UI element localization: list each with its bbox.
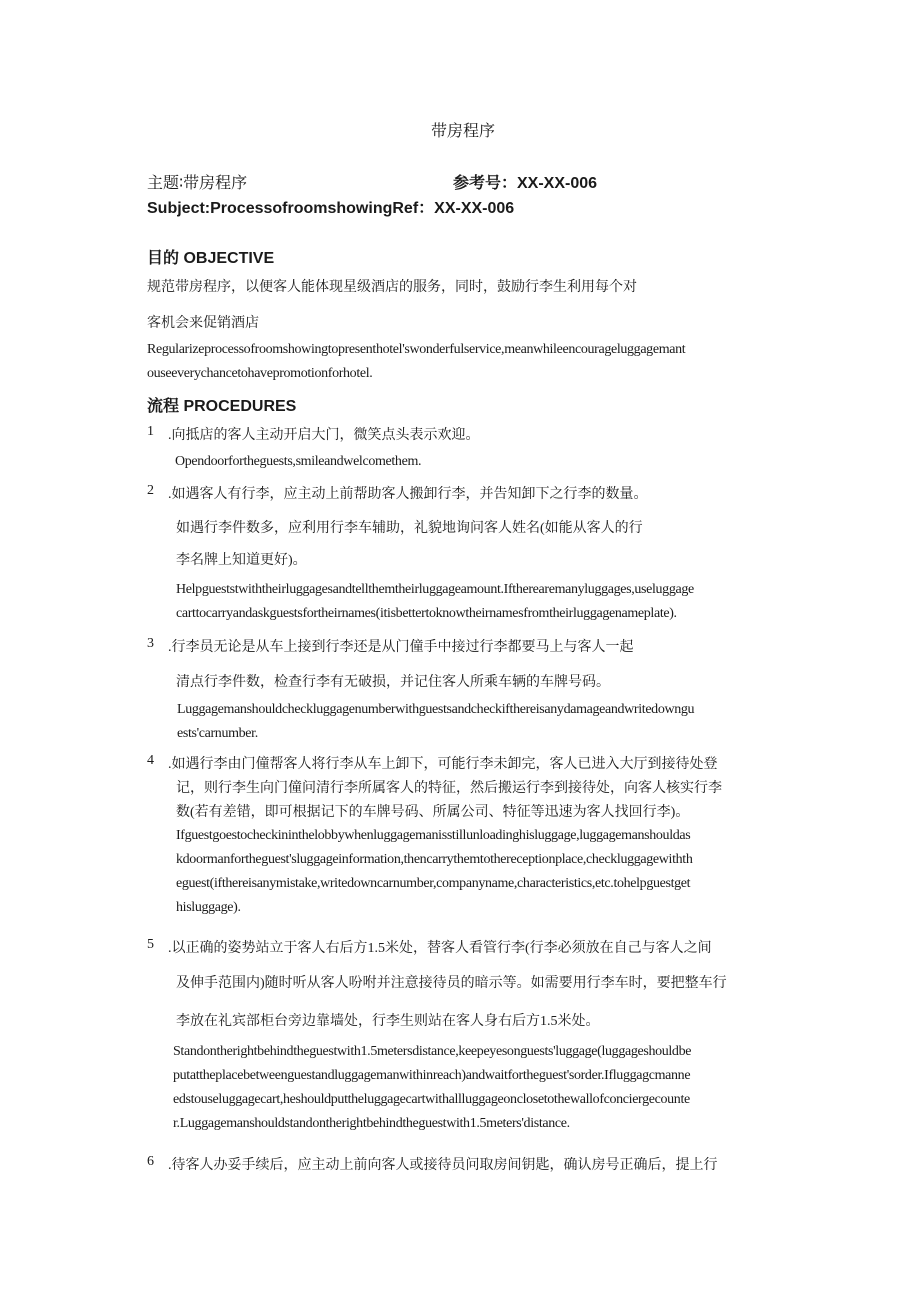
- step-1-cn: .向抵店的客人主动开启大门，微笑点头表示欢迎。: [168, 428, 480, 443]
- procedures-heading: 流程 PROCEDURES: [147, 398, 297, 415]
- objective-heading: 目的 OBJECTIVE: [147, 250, 275, 267]
- step-2-cn-line3: 李名牌上知道更好)。: [176, 553, 307, 568]
- objective-cn-line2: 客机会来促销酒店: [147, 316, 259, 331]
- step-2-cn-line2: 如遇行李件数多，应利用行李车辅助，礼貌地询问客人姓名(如能从客人的行: [176, 521, 643, 536]
- step-2-number: 2: [147, 483, 154, 498]
- step-5-cn-line2: 及伸手范围内)随时听从客人吩咐并注意接待员的暗示等。如需要用行李车时，要把整车行: [176, 976, 727, 991]
- document-title: 带房程序: [431, 123, 496, 140]
- step-4-en-line3: eguest(ifthereisanymistake,writedowncarnumber,companyname,characteristics,etc.tohelpguestget: [176, 876, 691, 891]
- step-6-number: 6: [147, 1154, 154, 1169]
- step-4-cn-line1: .如遇行李由门僮帮客人将行李从车上卸下，可能行李未卸完，客人已进入大厅到接待处登: [168, 757, 718, 772]
- objective-en-line1: Regularizeprocessofroomshowingtopresenthotel'swonderfulservice,meanwhileencourageluggagemant: [147, 342, 686, 357]
- step-3-number: 3: [147, 636, 154, 651]
- step-3-en-line2: ests'carnumber.: [177, 726, 258, 741]
- step-4-cn-line2: 记，则行李生向门僮问清行李所属客人的特征，然后搬运行李到接待处，向客人核实行李: [176, 781, 722, 796]
- step-3-cn: .行李员无论是从车上接到行李还是从门僮手中接过行李都要马上与客人一起: [168, 640, 634, 655]
- step-5-number: 5: [147, 937, 154, 952]
- step-4-en-line4: hisluggage).: [176, 900, 241, 915]
- step-1-en: Opendoorfortheguests,smileandwelcomethem.: [175, 454, 422, 469]
- step-2-en-line1: Helpgueststwiththeirluggagesandtellthemtheirluggageamount.Iftherearemanyluggages,useluggage: [176, 582, 694, 597]
- step-2-cn: .如遇客人有行李，应主动上前帮助客人搬卸行李，并告知卸下之行李的数量。: [168, 487, 648, 502]
- step-3-cn-line2: 清点行李件数，检查行李有无破损，并记住客人所乘车辆的车牌号码。: [176, 675, 610, 690]
- step-5-en-line3: edstouseluggagecart,heshouldputtheluggagecartwithallluggageonclosetothewallofconciergecounte: [173, 1092, 690, 1107]
- step-4-en-line1: Ifguestgoestocheckininthelobbywhenluggagemanisstillunloadinghisluggage,luggagemanshouldas: [176, 828, 691, 843]
- subject-en: Subject:ProcessofroomshowingRef：XX-XX-006: [147, 200, 515, 217]
- reference-number: 参考号：XX-XX-006: [453, 175, 598, 192]
- step-4-cn-line3: 数(若有差错，即可根据记下的车牌号码、所属公司、特征等迅速为客人找回行李)。: [176, 805, 690, 820]
- step-5-en-line1: Standontherightbehindtheguestwith1.5metersdistance,keepeyesonguests'luggage(luggageshouldbe: [173, 1044, 692, 1059]
- step-5-en-line4: r.Luggagemanshouldstandontherightbehindtheguestwith1.5meters'distance.: [173, 1116, 570, 1131]
- step-5-cn-line3: 李放在礼宾部柜台旁边靠墙处，行李生则站在客人身右后方1.5米处。: [176, 1014, 600, 1029]
- step-2-en-line2: carttocarryandaskguestsfortheirnames(itisbettertoknowtheirnamesfromtheirluggagenameplate).: [176, 606, 677, 621]
- step-5-cn-line1: .以正确的姿势站立于客人右后方1.5米处，替客人看管行李(行李必须放在自己与客人之间: [168, 941, 712, 956]
- objective-en-line2: ouseeverychancetohavepromotionforhotel.: [147, 366, 373, 381]
- step-3-en-line1: Luggagemanshouldcheckluggagenumberwithguestsandcheckifthereisanydamageandwritedowngu: [177, 702, 695, 717]
- subject-cn-label: 主题∶带房程序: [147, 175, 248, 192]
- step-6-cn-line1: .待客人办妥手续后，应主动上前向客人或接待员问取房间钥匙，确认房号正确后，提上行: [168, 1158, 718, 1173]
- objective-cn-line1: 规范带房程序，以便客人能体现星级酒店的服务，同时，鼓励行李生利用每个对: [147, 280, 637, 295]
- step-5-en-line2: putattheplacebetweenguestandluggagemanwithinreach)andwaitfortheguest'sorder.Ifluggagcmanne: [173, 1068, 691, 1083]
- step-4-number: 4: [147, 753, 154, 768]
- step-1-number: 1: [147, 424, 154, 439]
- step-4-en-line2: kdoormanfortheguest'sluggageinformation,thencarrythemtothereceptionplace,checkluggagewithth: [176, 852, 693, 867]
